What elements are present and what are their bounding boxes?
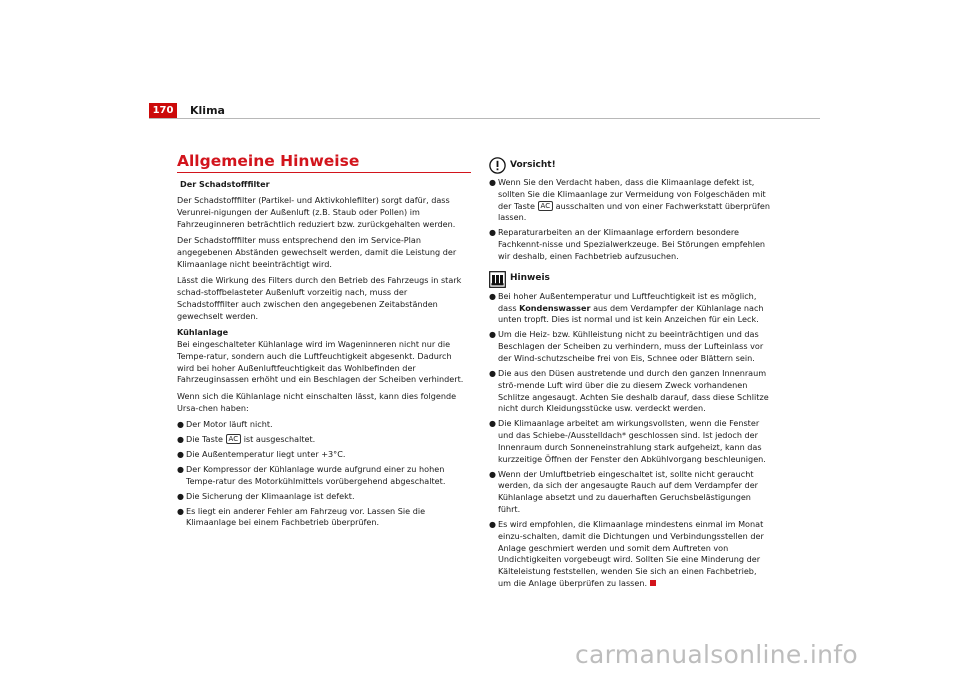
list-item-text <box>498 291 771 326</box>
subheading-filter: Der Schadstofffilter <box>180 179 270 189</box>
right-column <box>489 157 771 593</box>
bullet-icon: ● <box>489 330 496 340</box>
list-item-text: Wenn der Umluftbetrieb eingeschaltet ist, sollte nicht geraucht werden, da sich der angesaugte Rauch auf dem Verdampfer der Kühlanlage absetzt und zu dauerhaften Geruchsbelästigungen führt. <box>498 468 758 515</box>
bullet-icon: ● <box>177 449 184 459</box>
list-item <box>177 449 471 461</box>
emphasis-term: Kondenswasser <box>519 302 591 313</box>
list-item-text-part: Bei hoher Außentemperatur und Luftfeuchtigkeit ist es möglich, dass <box>498 290 757 313</box>
bullet-icon: ● <box>489 419 496 429</box>
subheading-kuehlanlage: Kühlanlage <box>177 327 229 338</box>
bullet-icon: ● <box>489 469 496 479</box>
list-item <box>489 368 771 415</box>
list-item <box>489 418 771 465</box>
list-item <box>489 519 771 590</box>
header-divider <box>149 118 820 119</box>
list-item <box>177 506 471 530</box>
section-title: Allgemeine Hinweise <box>177 152 360 170</box>
left-column <box>177 152 471 532</box>
bullet-icon: ● <box>177 434 184 444</box>
note-icon <box>489 271 506 288</box>
list-item-text <box>186 434 471 446</box>
list-item-text: Der Kompressor der Kühlanlage wurde aufgrund einer zu hohen Tempe-ratur des Motorkühlmittels vorübergehend abgeschaltet. <box>186 463 446 486</box>
list-item <box>489 177 771 224</box>
paragraph: Wenn sich die Kühlanlage nicht einschalten lässt, kann dies folgende Ursa-chen haben: <box>177 390 457 413</box>
warning-icon <box>489 157 506 174</box>
list-item-text: Um die Heiz- bzw. Kühlleistung nicht zu beeinträchtigen und das Beschlagen der Scheiben zu verhindern, muss der Lufteinlass vor der Wind-schutzscheibe frei von Eis, Schnee oder Blättern sein. <box>498 329 764 363</box>
list-item <box>489 227 771 262</box>
note-header <box>489 271 771 288</box>
list-item <box>489 469 771 516</box>
paragraph: Lässt die Wirkung des Filters durch den Betrieb des Fahrzeugs in stark schad-stoffbelasteter Außenluft vorzeitig nach, muss der Schadstofffilter auch zwischen den angegebenen Zeitabständen gewechselt werden. <box>177 275 462 321</box>
caution-label: Vorsicht! <box>510 159 556 170</box>
list-item-text: Es liegt ein anderer Fehler am Fahrzeug vor. Lassen Sie die Klimaanlage bei einem Fachbetrieb überprüfen. <box>186 505 426 528</box>
list-item-text-part: Die Taste <box>186 433 223 444</box>
caution-header <box>489 157 771 174</box>
paragraph: Der Schadstofffilter (Partikel- und Aktivkohlefilter) sorgt dafür, dass Verunrei-nigungen der Außenluft (z.B. Staub oder Pollen) im Fahrzeuginneren beträchtlich reduziert bzw. zurückgehalten werden. <box>177 195 456 229</box>
list-item <box>177 491 471 503</box>
bullet-icon: ● <box>489 291 496 301</box>
bullet-icon: ● <box>177 464 184 474</box>
list-item-text: Der Motor läuft nicht. <box>186 418 273 429</box>
chapter-title: Klima <box>190 104 225 117</box>
list-item <box>177 464 471 488</box>
list-item-text-part: Es wird empfohlen, die Klimaanlage mindestens einmal im Monat einzu-schalten, damit die Dichtungen und Verbindungsstellen der Anlage geschmiert werden und somit dem Auftreten von Undichtigkeiten vorgebeugt wird. Sollten Sie eine Minderung der Kälteleistung feststellen, wenden Sie sich an einen Fachbetrieb, um die Anlage überprüfen zu lassen. <box>498 519 764 589</box>
bullet-icon: ● <box>177 506 184 516</box>
list-item <box>489 291 771 326</box>
paragraph: Der Schadstofffilter muss entsprechend den im Service-Plan angegebenen Abständen gewechselt werden, damit die Leistung der Klimaanlage nicht beeinträchtigt wird. <box>177 235 457 269</box>
list-item <box>177 419 471 431</box>
list-item-text: Reparaturarbeiten an der Klimaanlage erfordern besondere Fachkennt-nisse und Spezialwerkzeuge. Bei Störungen empfehlen wir deshalb, einen Fachbetrieb aufzusuchen. <box>498 227 766 261</box>
list-item-text: Die Klimaanlage arbeitet am wirkungsvollsten, wenn die Fenster und das Schiebe-/Ausstelldach* geschlossen sind. Ist jedoch der Innenraum durch Sonneneinstrahlung stark aufgeheizt, kann das kurzzeitige Öffnen der Fenster den Abkühlvorgang beschleunigen. <box>498 418 766 464</box>
bullet-icon: ● <box>489 178 496 187</box>
bullet-icon: ● <box>489 520 496 530</box>
list-item-text: Die Außentemperatur liegt unter +3°C. <box>186 448 346 459</box>
list-item-text-part: ausschalten und von einer Fachwerkstatt überprüfen lassen. <box>498 200 770 223</box>
bullet-icon: ● <box>489 368 496 378</box>
ac-key-symbol: AC <box>538 201 554 211</box>
list-item-text-part: Wenn Sie den Verdacht haben, dass die Klimaanlage defekt ist, sollten Sie die Klimaanlage zur Vermeidung von Folgeschäden mit der Taste <box>498 177 766 211</box>
list-item-text <box>498 177 771 224</box>
list-item-text-part: ist ausgeschaltet. <box>243 433 316 444</box>
list-item <box>489 329 771 364</box>
bullet-icon: ● <box>177 491 184 501</box>
list-item-text-part: aus dem Verdampfer der Kühlanlage nach unten tropft. Dies ist normal und ist kein Anzeichen für ein Leck. <box>498 302 764 325</box>
bullet-icon: ● <box>489 228 496 238</box>
list-item <box>177 434 471 446</box>
list-item-text: Die Sicherung der Klimaanlage ist defekt. <box>186 490 355 501</box>
section-end-marker <box>650 580 656 586</box>
note-label: Hinweis <box>510 273 550 284</box>
ac-key-symbol: AC <box>226 434 242 444</box>
list-item-text <box>498 519 771 590</box>
page-number: 170 <box>149 103 177 118</box>
bullet-icon: ● <box>177 419 184 429</box>
paragraph: Bei eingeschalteter Kühlanlage wird im Wageninneren nicht nur die Tempe-ratur, sondern auch die Luftfeuchtigkeit abgesenkt. Dadurch wird bei hoher Außenluftfeuchtigkeit das Wohlbefinden der Fahrzeuginsassen erhöht und ein Beschlagen der Scheiben verhindert. <box>177 338 464 385</box>
section-title-underline <box>177 172 471 173</box>
watermark: carmanualsonline.info <box>575 640 858 669</box>
list-item-text: Die aus den Düsen austretende und durch den ganzen Innenraum strö-mende Luft wird über die zu diesem Zweck vorhandenen Schlitze angesaugt. Achten Sie deshalb darauf, dass diese Schlitze nicht durch Kleidungsstücke usw. verdeckt werden. <box>498 367 769 414</box>
